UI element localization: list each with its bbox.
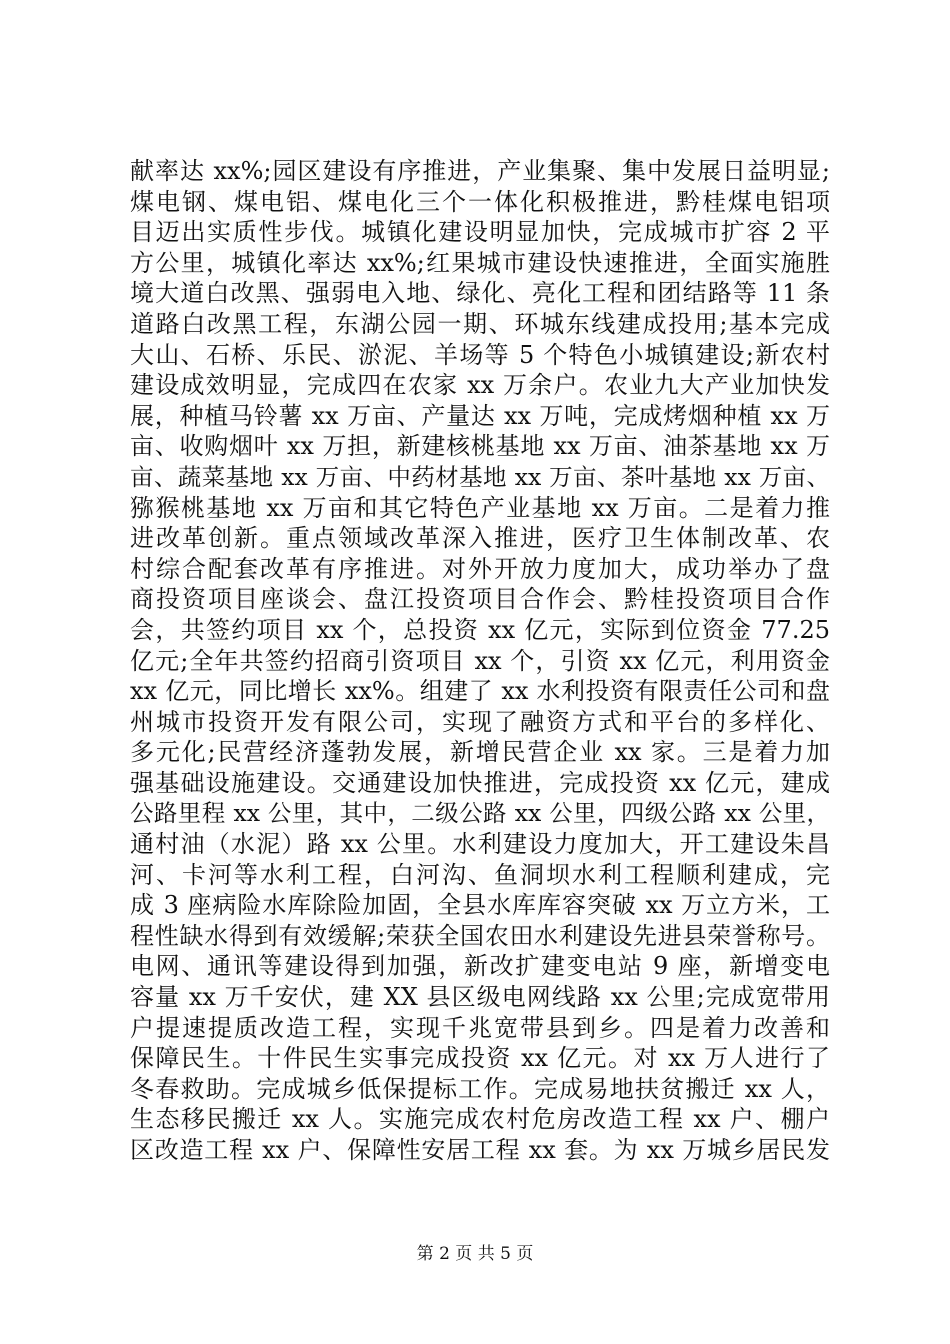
text-line: 程性缺水得到有效缓解;荣获全国农田水利建设先进县荣誉称号。 (130, 921, 830, 950)
text-line: 公路里程 xx 公里，其中，二级公路 xx 公里，四级公路 xx 公里， (130, 799, 830, 828)
text-line: 生态移民搬迁 xx 人。实施完成农村危房改造工程 xx 户、棚户 (130, 1105, 830, 1134)
text-line: 献率达 xx%;园区建设有序推进，产业集聚、集中发展日益明显; (130, 157, 830, 185)
text-line: 多元化;民营经济蓬勃发展，新增民营企业 xx 家。三是着力加 (130, 738, 830, 767)
text-line: 会，共签约项目 xx 个，总投资 xx 亿元，实际到位资金 77.25 (130, 615, 830, 644)
text-line: 煤电钢、煤电铝、煤电化三个一体化积极推进，黔桂煤电铝项 (130, 187, 830, 216)
text-line: 村综合配套改革有序推进。对外开放力度加大，成功举办了盘 (130, 554, 830, 583)
text-line: 境大道白改黑、强弱电入地、绿化、亮化工程和团结路等 11 条 (130, 279, 830, 308)
text-line: xx 亿元，同比增长 xx%。组建了 xx 水利投资有限责任公司和盘 (130, 677, 830, 706)
text-line: 目迈出实质性步伐。城镇化建设明显加快，完成城市扩容 2 平 (130, 218, 830, 247)
text-line: 保障民生。十件民生实事完成投资 xx 亿元。对 xx 万人进行了 (130, 1044, 830, 1073)
text-line: 强基础设施建设。交通建设加快推进，完成投资 xx 亿元，建成 (130, 768, 830, 797)
text-line: 亩、蔬菜基地 xx 万亩、中药材基地 xx 万亩、茶叶基地 xx 万亩、 (130, 462, 830, 491)
text-line: 进改革创新。重点领域改革深入推进，医疗卫生体制改革、农 (130, 524, 830, 553)
text-line: 州城市投资开发有限公司，实现了融资方式和平台的多样化、 (130, 707, 830, 736)
text-line: 亩、收购烟叶 xx 万担，新建核桃基地 xx 万亩、油茶基地 xx 万 (130, 432, 830, 461)
text-line: 亿元;全年共签约招商引资项目 xx 个，引资 xx 亿元，利用资金 (130, 646, 830, 675)
text-line: 展，种植马铃薯 xx 万亩、产量达 xx 万吨，完成烤烟种植 xx 万 (130, 401, 830, 430)
text-line: 电网、通讯等建设得到加强，新改扩建变电站 9 座，新增变电 (130, 952, 830, 981)
text-line: 河、卡河等水利工程，白河沟、鱼洞坝水利工程顺利建成，完 (130, 860, 830, 889)
text-line: 成 3 座病险水库除险加固，全县水库库容突破 xx 万立方米，工 (130, 891, 830, 920)
text-line: 方公里，城镇化率达 xx%;红果城市建设快速推进，全面实施胜 (130, 248, 830, 277)
text-line: 区改造工程 xx 户、保障性安居工程 xx 套。为 xx 万城乡居民发 (130, 1136, 830, 1164)
text-line: 冬春救助。完成城乡低保提标工作。完成易地扶贫搬迁 xx 人， (130, 1074, 830, 1103)
text-line: 通村油（水泥）路 xx 公里。水利建设力度加大，开工建设朱昌 (130, 830, 830, 859)
body-text (130, 156, 830, 1166)
text-line: 容量 xx 万千安伏，建 XX 县区级电网线路 xx 公里;完成宽带用 (130, 983, 830, 1012)
text-line: 猕猴桃基地 xx 万亩和其它特色产业基地 xx 万亩。二是着力推 (130, 493, 830, 522)
text-line: 大山、石桥、乐民、淤泥、羊场等 5 个特色小城镇建设;新农村 (130, 340, 830, 369)
text-line: 建设成效明显，完成四在农家 xx 万余户。农业九大产业加快发 (130, 371, 830, 400)
text-line: 商投资项目座谈会、盘江投资项目合作会、黔桂投资项目合作 (130, 585, 830, 614)
text-line: 道路白改黑工程，东湖公园一期、环城东线建成投用;基本完成 (130, 309, 830, 338)
page-footer: 第 2 页 共 5 页 (416, 1244, 534, 1264)
text-line: 户提速提质改造工程，实现千兆宽带县到乡。四是着力改善和 (130, 1013, 830, 1042)
